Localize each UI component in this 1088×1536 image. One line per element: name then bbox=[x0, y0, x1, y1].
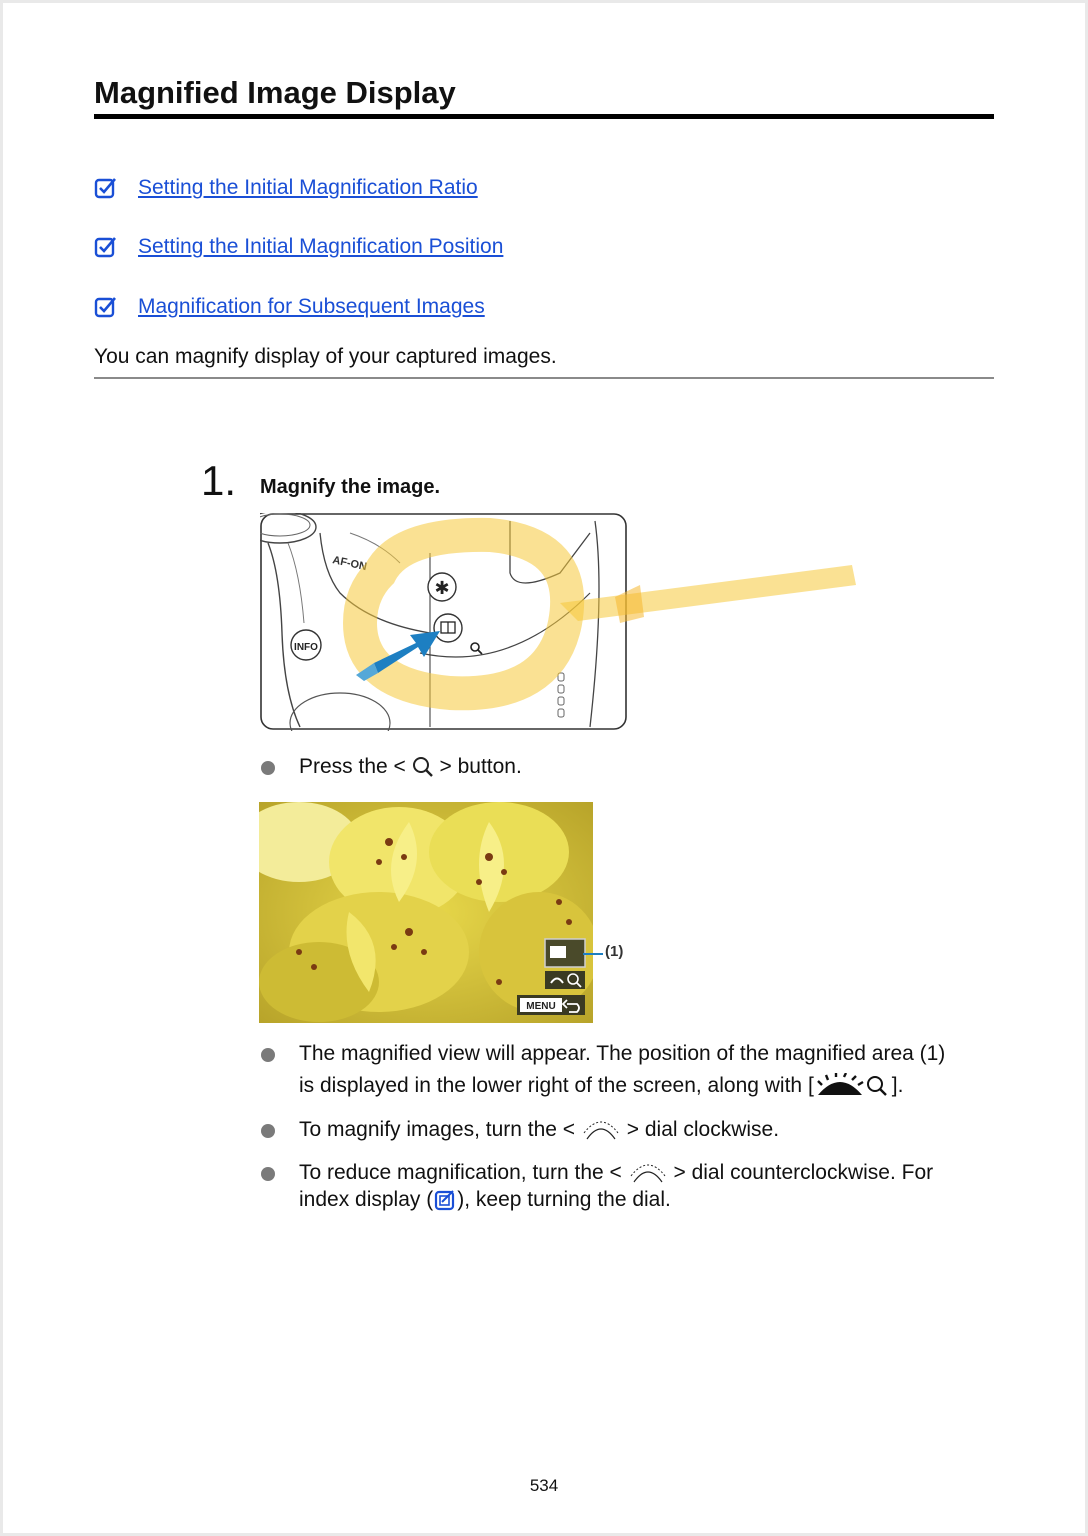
index-display-link-icon[interactable] bbox=[433, 1188, 457, 1212]
bullet-text-line2 bbox=[299, 1072, 903, 1099]
link-magnification-subsequent-images[interactable]: Magnification for Subsequent Images bbox=[138, 295, 485, 318]
link-initial-magnification-position[interactable]: Setting the Initial Magnification Position bbox=[138, 235, 504, 258]
magnify-icon bbox=[412, 756, 434, 778]
step-number: 1. bbox=[201, 457, 237, 504]
press-text-pre: Press the < bbox=[299, 755, 406, 778]
main-dial-magnify-icon bbox=[814, 1073, 892, 1099]
bullet-text bbox=[299, 1116, 779, 1143]
main-dial-icon bbox=[628, 1160, 668, 1186]
menu-label: MENU bbox=[526, 1001, 556, 1012]
checkbox-link-icon bbox=[94, 295, 118, 319]
link-row-initial-ratio bbox=[94, 174, 478, 202]
callout-label: (1) bbox=[605, 943, 624, 960]
bullet-text-line1: The magnified view will appear. The position of the magnified area (1) bbox=[299, 1042, 946, 1065]
page-number: 534 bbox=[529, 1476, 559, 1495]
intro-divider bbox=[94, 377, 994, 379]
magnified-text-pre: is displayed in the lower right of the screen, along with [ bbox=[299, 1074, 814, 1097]
magnify-text-post: > dial clockwise. bbox=[626, 1118, 780, 1141]
bullet-dot bbox=[261, 1048, 275, 1062]
link-initial-magnification-ratio[interactable]: Setting the Initial Magnification Ratio bbox=[138, 176, 478, 199]
link-row-subsequent-images bbox=[94, 293, 485, 321]
bullet-text-line1 bbox=[299, 1159, 933, 1186]
page-title: Magnified Image Display bbox=[94, 75, 456, 110]
link-row-initial-position bbox=[94, 233, 503, 261]
bullet-text-line2 bbox=[299, 1186, 671, 1213]
press-text-post: > button. bbox=[439, 755, 522, 778]
bullet-dot bbox=[261, 761, 275, 775]
index-text-post: ), keep turning the dial. bbox=[457, 1188, 671, 1211]
main-dial-icon bbox=[581, 1117, 621, 1143]
bullet-dot bbox=[261, 1167, 275, 1181]
checkbox-link-icon bbox=[94, 235, 118, 259]
info-button-label: INFO bbox=[294, 642, 318, 653]
index-text-pre: index display ( bbox=[299, 1188, 434, 1211]
intro-text: You can magnify display of your captured images. bbox=[94, 345, 557, 368]
bullet-text bbox=[299, 753, 522, 780]
reduce-text-post: > dial counterclockwise. For bbox=[673, 1161, 934, 1184]
reduce-text-pre: To reduce magnification, turn the < bbox=[299, 1161, 622, 1184]
svg-text:✱: ✱ bbox=[434, 578, 450, 599]
magnified-screen-photo bbox=[259, 802, 593, 1023]
magnify-text-pre: To magnify images, turn the < bbox=[299, 1118, 576, 1141]
manual-page bbox=[3, 3, 1085, 1533]
magnified-text-post: ]. bbox=[891, 1074, 904, 1097]
camera-back-illustration bbox=[260, 513, 884, 731]
af-on-label: AF-ON bbox=[331, 554, 368, 574]
bullet-dot bbox=[261, 1124, 275, 1138]
title-divider bbox=[94, 114, 994, 119]
checkbox-link-icon bbox=[94, 176, 118, 200]
step-title: Magnify the image. bbox=[260, 476, 441, 498]
